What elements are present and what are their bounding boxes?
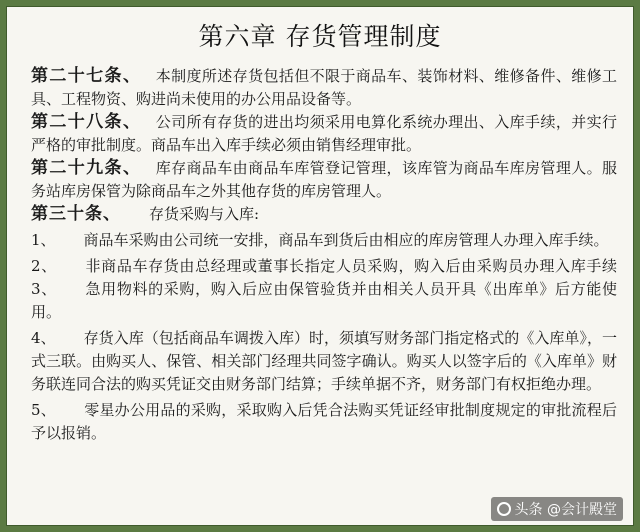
chapter-title: 第六章 存货管理制度 (198, 22, 442, 51)
article-label: 第三十条、 (31, 204, 121, 224)
article-28 (31, 111, 617, 157)
list-item-4 (31, 327, 617, 396)
item-text-continued: 急用物料的采购，购入后应由保管验货并由相关人员开具《出库单》后方能使用。 (31, 280, 617, 321)
article-text: 公司所有存货的进出均须采用电算化系统办理出、入库手续，并实行严格的审批制度。商品车出入库手续必须由销售经理审批。 (31, 113, 618, 154)
item-text: 存货入库（包括商品车调拨入库）时，须填写财务部门指定格式的《入库单》，一式三联。由购买人、保管、相关部门经理共同签字确认。购买人以签字后的《入库单》财务联连同合法的购买凭证交由财务部门结算；手续单据不齐，财务部门有权拒绝办理。 (31, 329, 617, 393)
item-number: 5、 (31, 401, 56, 419)
article-30 (31, 203, 617, 226)
item-text: 零星办公用品的采购，采取购入后凭合法购买凭证经审批制度规定的审批流程后予以报销。 (31, 401, 617, 442)
watermark (491, 497, 623, 521)
item-number: 1、 (31, 231, 56, 249)
list-item-2 (31, 255, 617, 324)
watermark-text: 头条 @会计殿堂 (514, 502, 617, 518)
item-text: 非商品车存货由总经理或董事长指定人员采购，购入后由采购员办理入库手续 3、 (31, 257, 617, 298)
article-29 (31, 157, 617, 203)
document-body (31, 65, 617, 445)
article-label: 第二十八条、 (31, 112, 142, 132)
article-text: 本制度所述存货包括但不限于商品车、装饰材料、维修备件、维修工具、工程物资、购进尚未使用的办公用品设备等。 (31, 67, 618, 108)
item-text: 商品车采购由公司统一安排，商品车到货后由相应的库房管理人办理入库手续。 (83, 231, 609, 249)
list-item-1 (31, 229, 617, 252)
article-27 (31, 65, 617, 111)
item-number: 2、 (31, 257, 57, 275)
article-label: 第二十七条、 (31, 66, 142, 86)
item-number: 4、 (31, 329, 56, 347)
article-text: 存货采购与入库: (149, 205, 260, 223)
document-frame (6, 6, 634, 526)
watermark-logo-icon (497, 502, 511, 516)
list-item-5 (31, 399, 617, 445)
article-text: 库存商品车由商品车库管登记管理，该库管为商品车库房管理人。服务站库房保管为除商品车之外其他存货的库房管理人。 (31, 159, 618, 200)
article-label: 第二十九条、 (31, 158, 142, 178)
